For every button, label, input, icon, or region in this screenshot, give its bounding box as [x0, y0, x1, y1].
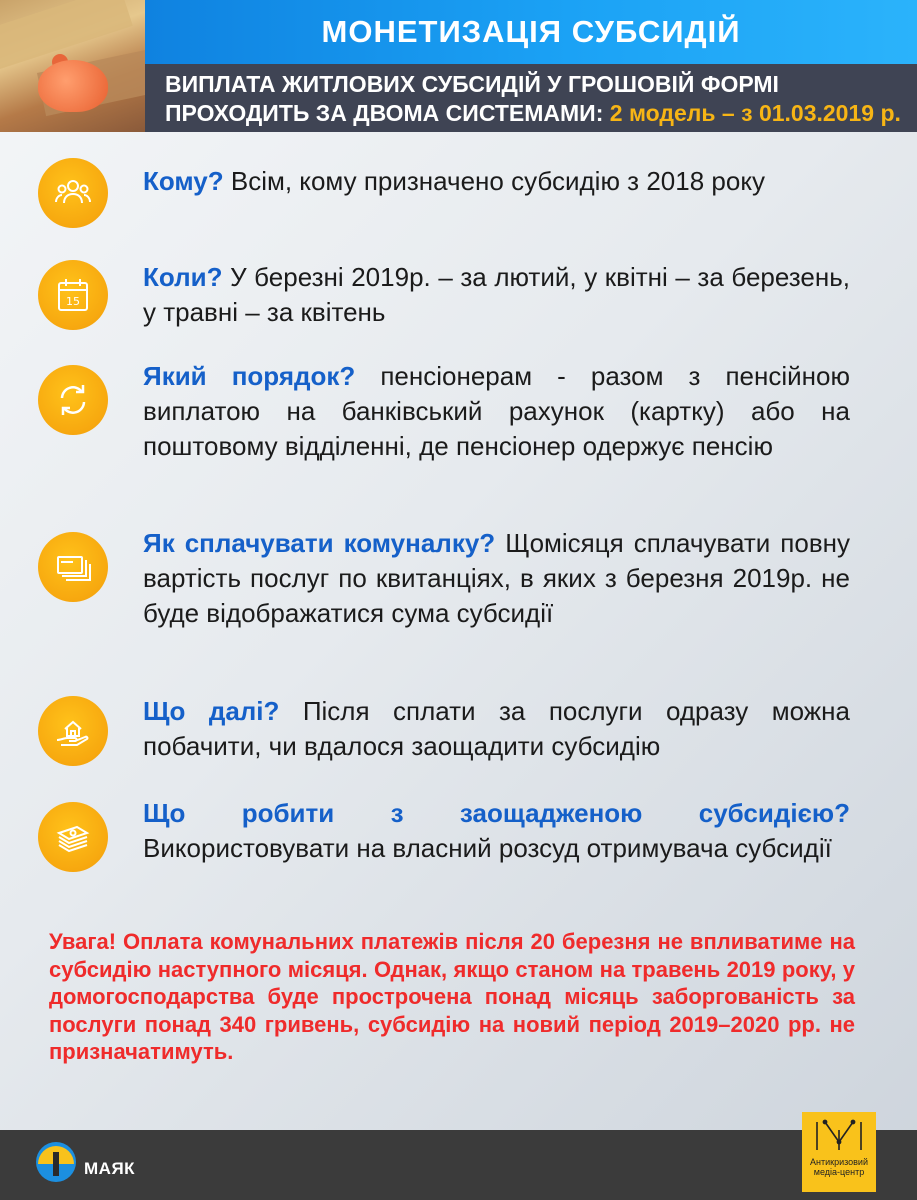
- faq-text: [143, 164, 850, 199]
- title-bar: [145, 0, 917, 64]
- faq-answer: Використовувати на власний розсуд отримувача субсидії: [143, 833, 832, 863]
- faq-question: Кому?: [143, 166, 224, 196]
- subtitle-line-2: ПРОХОДИТЬ ЗА ДВОМА СИСТЕМАМИ: 2 модель – з 01.03.2019 р.: [165, 100, 901, 126]
- svg-text:15: 15: [66, 295, 80, 308]
- faq-answer: Щомісяця сплачувати повну вартість послуг по квитанціях, в яких з березня 2019р. не буде відображатися сума субсидії: [143, 528, 850, 628]
- faq-answer: У березні 2019р. – за лютий, у квітні – за березень, у травні – за квітень: [143, 262, 850, 327]
- money-stack-icon: [38, 802, 108, 872]
- faq-answer: Після сплати за послуги одразу можна побачити, чи вдалося заощадити субсидію: [143, 696, 850, 761]
- faq-question: Як сплачувати комуналку?: [143, 528, 496, 558]
- media-center-mark-icon: [813, 1118, 865, 1154]
- mayak-wordmark: МАЯК: [84, 1159, 136, 1178]
- media-center-caption: Антикризовий медіа-центр: [810, 1157, 868, 1177]
- faq-text: [143, 694, 850, 764]
- faq-question: Що робити з заощадженою субсидією?: [143, 798, 850, 828]
- faq-text: [143, 526, 850, 631]
- media-center-logo: [802, 1112, 876, 1192]
- mayak-logo: [34, 1140, 135, 1184]
- faq-question: Коли?: [143, 262, 223, 292]
- lighthouse-icon: [34, 1140, 78, 1184]
- calendar-icon: [38, 260, 108, 330]
- subtitle-highlight: 2 модель – з 01.03.2019 р.: [609, 100, 901, 126]
- faq-text: [143, 359, 850, 464]
- faq-question: Який порядок?: [143, 361, 356, 391]
- subtitle-line-1: ВИПЛАТА ЖИТЛОВИХ СУБСИДІЙ У ГРОШОВІЙ ФОРМІ: [165, 71, 779, 97]
- house-hand-icon: [38, 696, 108, 766]
- refresh-icon: [38, 365, 108, 435]
- people-icon: [38, 158, 108, 228]
- bills-icon: [38, 532, 108, 602]
- header-photo-money-piggybank: [0, 0, 145, 132]
- subtitle-bar: [145, 64, 917, 132]
- faq-question: Що далі?: [143, 696, 280, 726]
- faq-answer: Всім, кому призначено субсидію з 2018 року: [223, 166, 765, 196]
- footer: [0, 1130, 917, 1200]
- faq-text: [143, 260, 850, 330]
- faq-text: [143, 796, 850, 866]
- warning-note: Увага! Оплата комунальних платежів після 20 березня не впливатиме на субсидію наступного місяця. Однак, якщо станом на травень 2019 року, у домогосподарства буде прострочена понад місяць заборгованість за послуги понад 340 гривень, субсидію на новий період 2019–2020 рр. не призначатимуть.: [49, 929, 855, 1064]
- page-title: МОНЕТИЗАЦІЯ СУБСИДІЙ: [321, 14, 741, 49]
- faq-answer: пенсіонерам - разом з пенсійною виплатою на банківський рахунок (картку) або на поштовому відділенні, де пенсіонер одержує пенсію: [143, 361, 850, 461]
